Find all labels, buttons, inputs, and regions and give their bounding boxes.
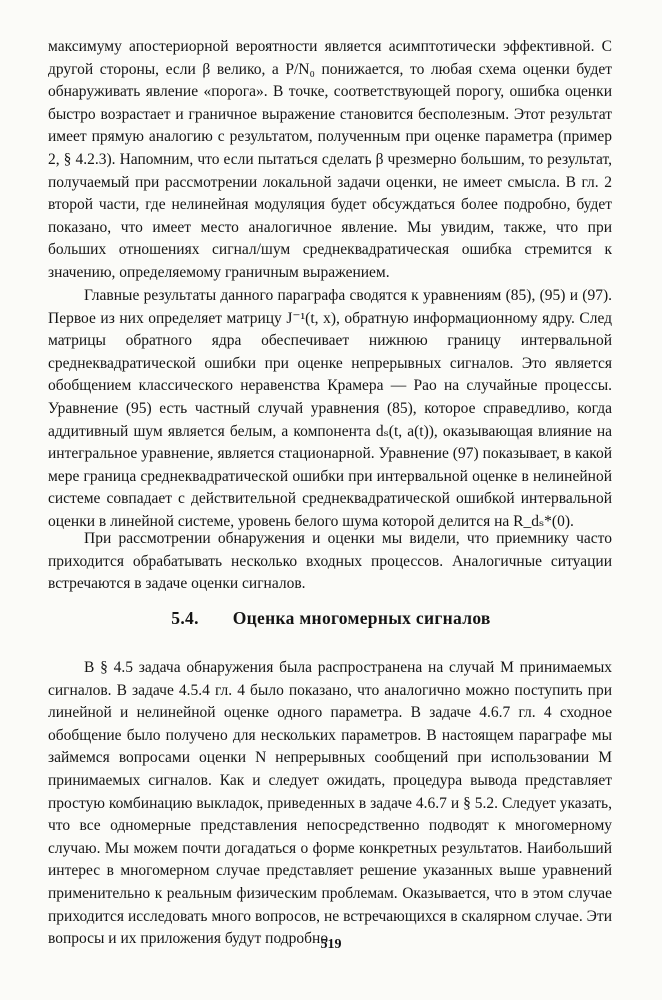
section-heading <box>0 608 662 629</box>
body-paragraph-3: При рассмотрении обнаружения и оценки мы видели, что приемнику часто приходится обрабатывать несколько входных процессов. Аналогичные ситуации встречаются в задаче оценки сигналов. <box>48 530 612 593</box>
page-number: 519 <box>320 937 342 952</box>
section-title: Оценка многомерных сигналов <box>232 608 491 628</box>
body-paragraph-2: Главные результаты данного параграфа сводятся к уравнениям (85), (95) и (97). Первое из них определяет матрицу J⁻¹(t, x), обратную информационному ядру. След матрицы обратного ядра обеспечивает нижнюю границу интервальной среднеквадратической ошибки при оценке непрерывных сигналов. Это является обобщением классического неравенства Крамера — Рао на случайные процессы. Уравнение (95) есть частный случай уравнения (85), которое справедливо, когда аддитивный шум является белым, а компонента dₛ(t, a(t)), оказывающая влияние на интегральное уравнение, является стационарной. Уравнение (97) показывает, в какой мере граница среднеквадратической ошибки при интервальной оценке в нелинейной системе совпадает с действительной среднеквадратической ошибкой интервальной оценки в линейной системе, уровень белого шума которой делится на R_dₛ*(0). <box>48 287 612 530</box>
body-paragraph-1: максимуму апостериорной вероятности является асимптотически эффективной. С другой стороны, если β велико, а P/N₀ понижается, то любая схема оценки будет обнаруживать явление «порога». В точке, соответствующей порогу, ошибка оценки быстро возрастает и граничное выражение становится бесполезным. Этот результат имеет прямую аналогию с результатом, полученным при оценке параметра (пример 2, § 4.2.3). Напомним, что если пытаться сделать β чрезмерно большим, то результат, получаемый при рассмотрении локальной задачи оценки, не имеет смысла. В гл. 2 второй части, где нелинейная модуляция будет обсуждаться более подробно, будет показано, что имеет место аналогичное явление. Мы увидим, также, что при больших отношениях сигнал/шум среднеквадратическая ошибка стремится к значению, определяемому граничным выражением. <box>48 38 612 281</box>
section-number: 5.4. <box>171 608 199 628</box>
body-paragraph-4: В § 4.5 задача обнаружения была распространена на случай M принимаемых сигналов. В задаче 4.5.4 гл. 4 было показано, что аналогично можно поступить при линейной и нелинейной оценке одного параметра. В задаче 4.6.7 гл. 4 сходное обобщение было получено для нескольких параметров. В настоящем параграфе мы займемся вопросами оценки N непрерывных сообщений при использовании M принимаемых сигналов. Как и следует ожидать, процедура вывода представляет простую комбинацию выкладок, приведенных в задаче 4.6.7 и § 5.2. Следует указать, что все одномерные представления непосредственно подводят к многомерному случаю. Мы можем почти догадаться о форме конкретных результатов. Наибольший интерес в многомерном случае представляет решение указанных выше уравнений применительно к реальным физическим проблемам. Оказывается, что в этом случае приходится исследовать много вопросов, не встречающихся в скалярном случае. Эти вопросы и их приложения будут подробно <box>48 659 612 948</box>
